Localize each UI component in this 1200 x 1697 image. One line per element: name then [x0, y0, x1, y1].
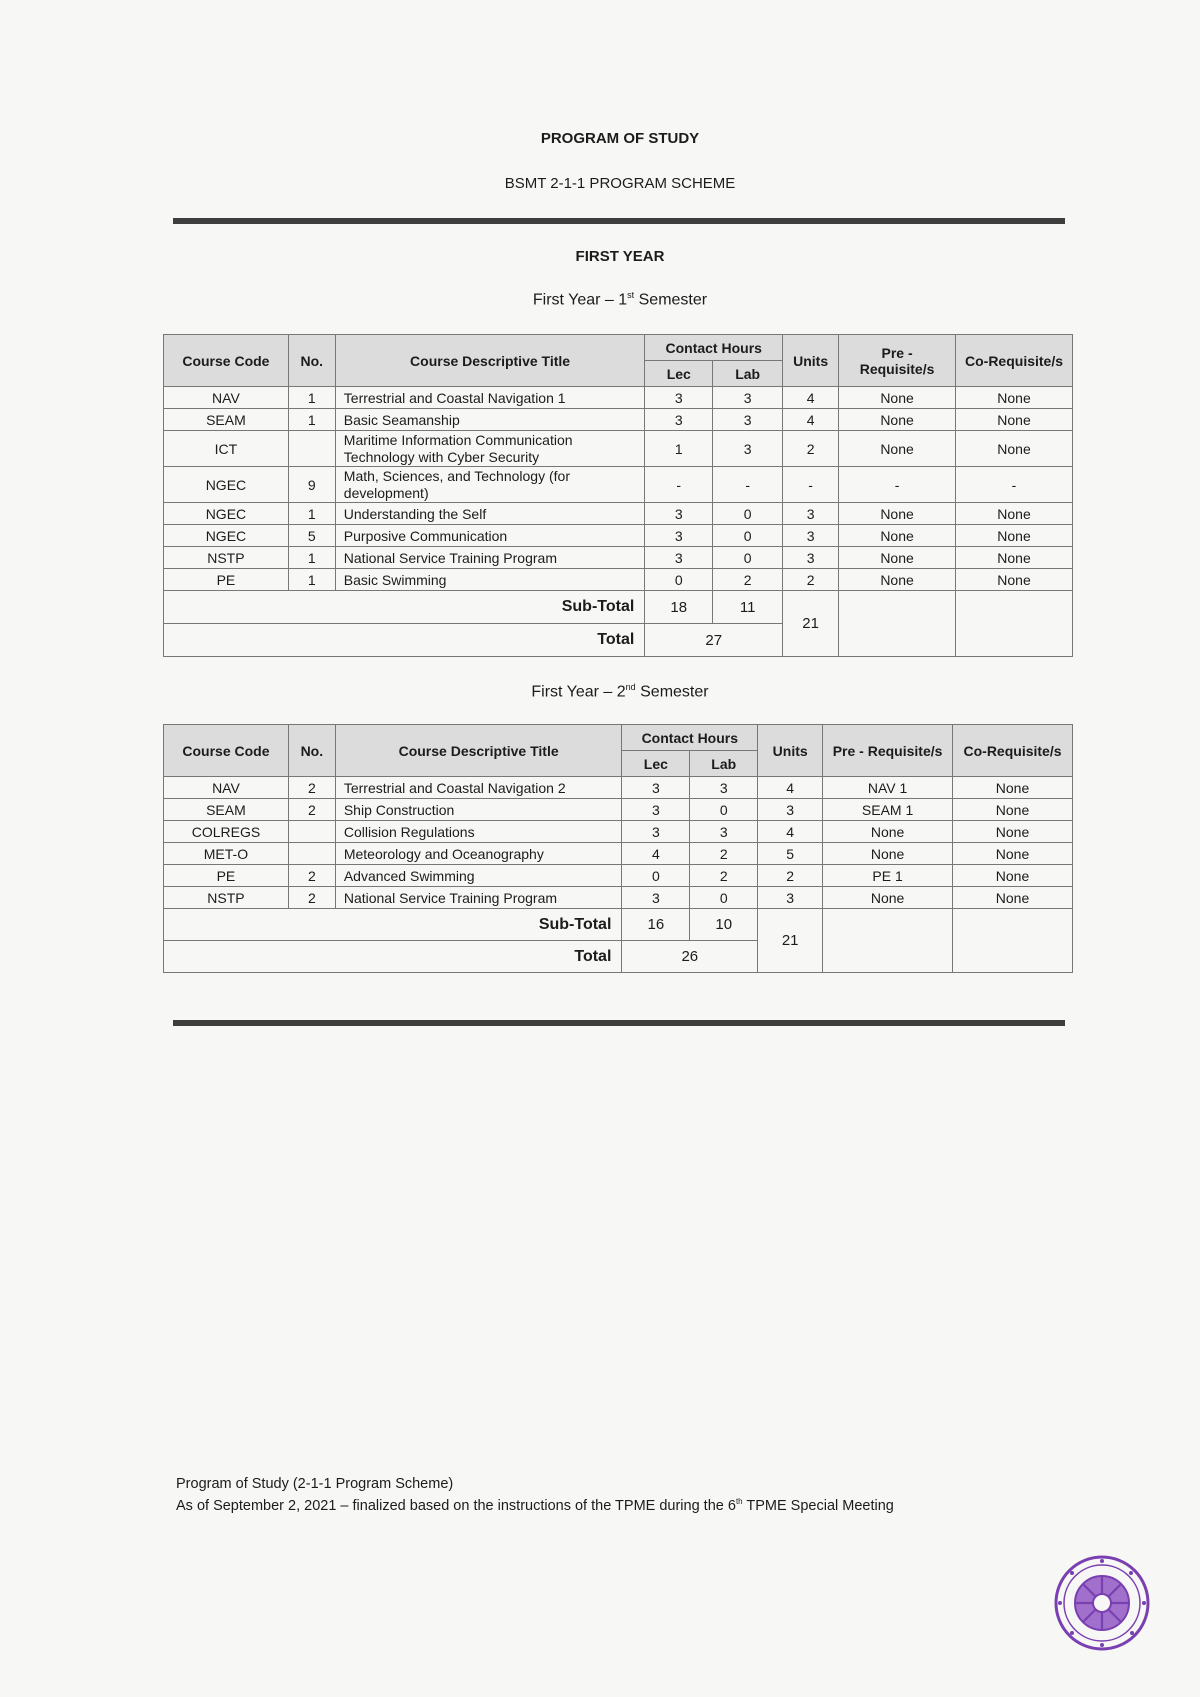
cell-no	[288, 843, 335, 865]
cell-code: SEAM	[164, 409, 289, 431]
page-title: PROGRAM OF STUDY	[540, 130, 700, 147]
cell-units: 2	[783, 431, 839, 467]
cell-lec: 3	[645, 409, 713, 431]
cell-code: NSTP	[164, 887, 289, 909]
commission-seal-icon	[1052, 1553, 1152, 1653]
cell-code: NAV	[164, 777, 289, 799]
cell-title: Collision Regulations	[335, 821, 622, 843]
cell-coreq: None	[953, 865, 1073, 887]
table-row	[164, 409, 1073, 431]
table-row	[164, 547, 1073, 569]
cell-coreq: None	[956, 503, 1073, 525]
cell-title: Basic Seamanship	[335, 409, 645, 431]
semester-2-heading: First Year – 2nd Semester	[531, 682, 709, 701]
cell-prereq: PE 1	[823, 865, 953, 887]
cell-title: Meteorology and Oceanography	[335, 843, 622, 865]
subtotal-lab: 10	[690, 909, 758, 941]
cell-units: 3	[783, 525, 839, 547]
cell-coreq: None	[953, 887, 1073, 909]
cell-title: Maritime Information Communication Technology with Cyber Security	[335, 431, 645, 467]
cell-title: National Service Training Program	[335, 887, 622, 909]
subtotal-lec: 16	[622, 909, 690, 941]
subtotal-lec: 18	[645, 591, 713, 624]
cell-no: 2	[288, 799, 335, 821]
cell-lab: 3	[713, 409, 783, 431]
cell-units: 5	[758, 843, 823, 865]
cell-coreq: None	[956, 409, 1073, 431]
semester-1-heading: First Year – 1st Semester	[532, 290, 708, 309]
cell-coreq: None	[956, 431, 1073, 467]
col-lab: Lab	[690, 751, 758, 777]
cell-code: COLREGS	[164, 821, 289, 843]
col-no: No.	[288, 725, 335, 777]
cell-no: 2	[288, 777, 335, 799]
cell-no: 9	[288, 467, 335, 503]
col-prereq: Pre - Requisite/s	[823, 725, 953, 777]
cell-title: Ship Construction	[335, 799, 622, 821]
subtotal-lab: 11	[713, 591, 783, 624]
cell-prereq: SEAM 1	[823, 799, 953, 821]
col-course-code: Course Code	[164, 335, 289, 387]
col-lec: Lec	[645, 361, 713, 387]
cell-prereq: None	[839, 525, 956, 547]
col-units: Units	[783, 335, 839, 387]
cell-lec: 3	[645, 547, 713, 569]
cell-coreq: None	[956, 569, 1073, 591]
table-row	[164, 799, 1073, 821]
cell-coreq: None	[956, 387, 1073, 409]
total-hours: 27	[645, 624, 783, 657]
cell-title: Basic Swimming	[335, 569, 645, 591]
col-prereq: Pre - Requisite/s	[839, 335, 956, 387]
cell-title: Purposive Communication	[335, 525, 645, 547]
cell-no	[288, 431, 335, 467]
cell-coreq: None	[956, 525, 1073, 547]
cell-lec: 1	[645, 431, 713, 467]
cell-prereq: None	[839, 387, 956, 409]
cell-code: ICT	[164, 431, 289, 467]
cell-coreq: None	[953, 843, 1073, 865]
program-scheme-title: BSMT 2-1-1 PROGRAM SCHEME	[504, 175, 736, 192]
cell-lab: -	[713, 467, 783, 503]
col-coreq: Co-Requisite/s	[956, 335, 1073, 387]
semester-2-table	[163, 724, 1073, 973]
total-hours: 26	[622, 941, 758, 973]
col-title: Course Descriptive Title	[335, 725, 622, 777]
table-row	[164, 431, 1073, 467]
cell-code: MET-O	[164, 843, 289, 865]
col-lab: Lab	[713, 361, 783, 387]
total-label: Total	[164, 941, 622, 973]
cell-prereq: -	[839, 467, 956, 503]
cell-prereq: None	[839, 569, 956, 591]
cell-title: Terrestrial and Coastal Navigation 1	[335, 387, 645, 409]
cell-lec: 4	[622, 843, 690, 865]
table-row	[164, 467, 1073, 503]
cell-lab: 0	[690, 799, 758, 821]
col-title: Course Descriptive Title	[335, 335, 645, 387]
total-prereq-blank	[839, 591, 956, 657]
table-row	[164, 821, 1073, 843]
col-lec: Lec	[622, 751, 690, 777]
cell-coreq: -	[956, 467, 1073, 503]
year-heading: FIRST YEAR	[575, 248, 665, 265]
cell-prereq: None	[823, 887, 953, 909]
subtotal-label: Sub-Total	[164, 909, 622, 941]
semester-1-rows	[164, 387, 1073, 591]
cell-code: PE	[164, 569, 289, 591]
cell-lab: 0	[713, 547, 783, 569]
cell-lec: -	[645, 467, 713, 503]
total-coreq-blank	[956, 591, 1073, 657]
footer-note	[176, 1475, 894, 1515]
col-course-code: Course Code	[164, 725, 289, 777]
cell-coreq: None	[953, 777, 1073, 799]
cell-lec: 3	[645, 525, 713, 547]
table-row	[164, 777, 1073, 799]
subtotal-label: Sub-Total	[164, 591, 645, 624]
cell-units: 3	[758, 799, 823, 821]
footer-line-1: Program of Study (2-1-1 Program Scheme)	[176, 1476, 454, 1492]
cell-no: 5	[288, 525, 335, 547]
cell-no: 1	[288, 569, 335, 591]
table-row	[164, 503, 1073, 525]
table-row	[164, 843, 1073, 865]
cell-title: Math, Sciences, and Technology (for development)	[335, 467, 645, 503]
cell-prereq: None	[839, 431, 956, 467]
cell-lec: 3	[622, 799, 690, 821]
cell-no: 1	[288, 409, 335, 431]
table-row	[164, 865, 1073, 887]
cell-lab: 2	[690, 865, 758, 887]
cell-prereq: None	[839, 503, 956, 525]
table-row	[164, 387, 1073, 409]
cell-prereq: None	[823, 821, 953, 843]
col-units: Units	[758, 725, 823, 777]
semester-2-rows	[164, 777, 1073, 909]
total-label: Total	[164, 624, 645, 657]
table-row	[164, 887, 1073, 909]
cell-code: NGEC	[164, 525, 289, 547]
col-no: No.	[288, 335, 335, 387]
cell-prereq: None	[839, 409, 956, 431]
cell-lec: 0	[645, 569, 713, 591]
cell-lab: 2	[690, 843, 758, 865]
cell-no: 2	[288, 887, 335, 909]
cell-code: NGEC	[164, 467, 289, 503]
total-units: 21	[758, 909, 823, 973]
cell-units: 2	[758, 865, 823, 887]
cell-coreq: None	[953, 799, 1073, 821]
cell-no: 1	[288, 387, 335, 409]
cell-title: National Service Training Program	[335, 547, 645, 569]
cell-lec: 3	[622, 777, 690, 799]
cell-code: NGEC	[164, 503, 289, 525]
total-units: 21	[783, 591, 839, 657]
cell-title: Understanding the Self	[335, 503, 645, 525]
cell-coreq: None	[953, 821, 1073, 843]
cell-lec: 3	[622, 821, 690, 843]
cell-lec: 3	[645, 387, 713, 409]
table-row	[164, 525, 1073, 547]
cell-lab: 2	[713, 569, 783, 591]
cell-lab: 3	[690, 777, 758, 799]
cell-code: SEAM	[164, 799, 289, 821]
cell-code: PE	[164, 865, 289, 887]
cell-lab: 3	[690, 821, 758, 843]
total-coreq-blank	[953, 909, 1073, 973]
col-coreq: Co-Requisite/s	[953, 725, 1073, 777]
col-contact-hours: Contact Hours	[645, 335, 783, 361]
cell-code: NSTP	[164, 547, 289, 569]
cell-lec: 3	[645, 503, 713, 525]
cell-lab: 0	[713, 503, 783, 525]
cell-no: 2	[288, 865, 335, 887]
cell-units: 3	[758, 887, 823, 909]
semester-1-table	[163, 334, 1073, 657]
cell-units: 2	[783, 569, 839, 591]
cell-prereq: None	[839, 547, 956, 569]
cell-units: -	[783, 467, 839, 503]
cell-lec: 0	[622, 865, 690, 887]
cell-units: 4	[758, 821, 823, 843]
col-contact-hours: Contact Hours	[622, 725, 758, 751]
cell-prereq: None	[823, 843, 953, 865]
cell-no: 1	[288, 503, 335, 525]
table-row	[164, 569, 1073, 591]
cell-units: 4	[783, 409, 839, 431]
cell-lab: 3	[713, 431, 783, 467]
cell-no	[288, 821, 335, 843]
cell-prereq: NAV 1	[823, 777, 953, 799]
cell-units: 4	[783, 387, 839, 409]
cell-lab: 0	[690, 887, 758, 909]
cell-units: 3	[783, 503, 839, 525]
cell-coreq: None	[956, 547, 1073, 569]
cell-title: Advanced Swimming	[335, 865, 622, 887]
cell-lab: 3	[713, 387, 783, 409]
top-divider	[173, 218, 1065, 224]
footer-line-2: As of September 2, 2021 – finalized based on the instructions of the TPME during the 6th TPME Special Meeting	[176, 1497, 894, 1514]
cell-units: 4	[758, 777, 823, 799]
cell-lab: 0	[713, 525, 783, 547]
cell-no: 1	[288, 547, 335, 569]
total-prereq-blank	[823, 909, 953, 973]
cell-lec: 3	[622, 887, 690, 909]
bottom-divider	[173, 1020, 1065, 1026]
cell-title: Terrestrial and Coastal Navigation 2	[335, 777, 622, 799]
cell-code: NAV	[164, 387, 289, 409]
cell-units: 3	[783, 547, 839, 569]
